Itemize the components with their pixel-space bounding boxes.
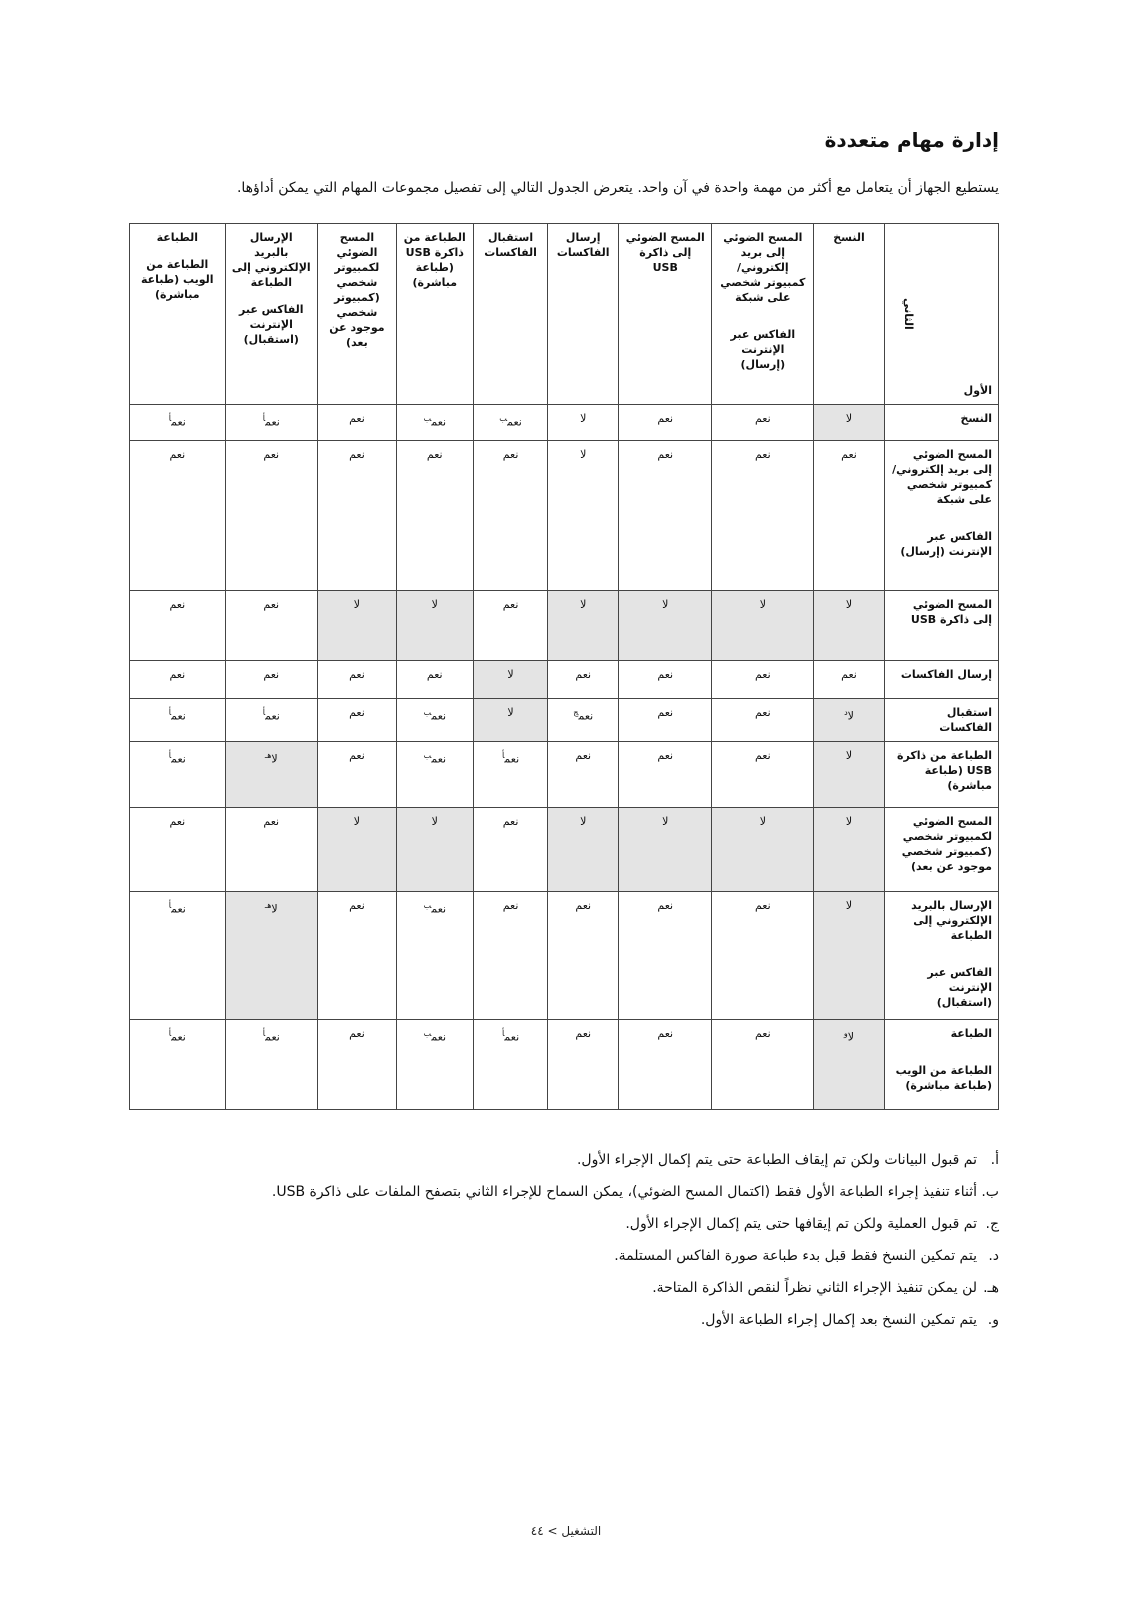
row-header-label: استقبال الفاكسات [939, 706, 992, 734]
cell-value: نعم [754, 412, 771, 425]
table-cell [712, 405, 814, 441]
cell-value: لا [580, 598, 587, 611]
footnote-item [119, 1214, 999, 1234]
table-cell [225, 441, 317, 591]
table-cell [130, 441, 226, 591]
cell-value: نعم [575, 749, 592, 762]
table-cell [130, 661, 226, 699]
cell-value: نعم [349, 412, 365, 425]
column-header-label: الطباعة من ذاكرة USB (طباعة مباشرة) [403, 231, 466, 289]
table-cell [548, 742, 619, 808]
table-cell [814, 405, 885, 441]
cell-footnote-mark: ب [423, 751, 432, 760]
cell-value: نعم [507, 415, 522, 429]
row-header [884, 661, 998, 699]
table-cell [396, 808, 473, 892]
footnote-item [119, 1310, 999, 1330]
cell-value: نعم [431, 415, 447, 429]
table-row [130, 591, 999, 661]
cell-footnote-mark: و [843, 1029, 848, 1038]
column-header [473, 224, 548, 405]
table-cell [396, 892, 473, 1020]
table-cell [130, 405, 226, 441]
table-cell [473, 661, 548, 699]
table-cell [619, 661, 712, 699]
table-cell [317, 405, 396, 441]
table-cell [473, 1020, 548, 1110]
cell-value: نعم [657, 1027, 674, 1040]
cell-value: نعم [263, 448, 280, 461]
cell-value: لا [759, 598, 766, 611]
table-cell [130, 742, 226, 808]
row-header-label: إرسال الفاكسات [900, 668, 992, 681]
column-header [619, 224, 712, 405]
row-header-label: المسح الضوئي إلى ذاكرة USB [910, 598, 992, 626]
table-cell [712, 591, 814, 661]
row-header-label: الإرسال بالبريد الإلكتروني إلى الطباعة [911, 899, 992, 942]
table-cell [548, 591, 619, 661]
table-cell [712, 808, 814, 892]
row-header-label: النسخ [960, 412, 992, 425]
table-cell [130, 591, 226, 661]
cell-value: نعم [171, 415, 186, 429]
cell-footnote-mark: هـ [264, 901, 272, 910]
cell-footnote-mark: ب [423, 414, 432, 423]
table-cell [396, 405, 473, 441]
table-cell [814, 699, 885, 742]
cell-value: نعم [431, 902, 447, 916]
cell-value: لا [845, 598, 853, 611]
column-header [225, 224, 317, 405]
table-cell [225, 1020, 317, 1110]
cell-value: لا [662, 598, 669, 611]
cell-value: نعم [349, 899, 365, 912]
cell-footnote-mark: ب [423, 1029, 432, 1038]
table-cell [396, 441, 473, 591]
table-cell [225, 591, 317, 661]
cell-value: نعم [349, 448, 365, 461]
footnotes-list [119, 1150, 999, 1342]
cell-value: نعم [171, 752, 186, 766]
cell-value: نعم [265, 415, 280, 429]
cell-value: نعم [657, 899, 674, 912]
cell-value: نعم [349, 706, 365, 719]
table-cell [619, 441, 712, 591]
table-row [130, 742, 999, 808]
table-cell [225, 808, 317, 892]
corner-first-label: الأول [963, 384, 992, 397]
table-cell [473, 441, 548, 591]
table-cell [473, 742, 548, 808]
cell-value: نعم [657, 448, 674, 461]
table-cell [130, 892, 226, 1020]
table-cell [712, 742, 814, 808]
footnote-mark: أ. [990, 1152, 999, 1168]
cell-value: لا [847, 1030, 855, 1044]
table-cell [548, 808, 619, 892]
cell-footnote-mark: أ [262, 414, 266, 423]
cell-footnote-mark: أ [262, 708, 266, 717]
row-header-label: المسح الضوئي لكمبيوتر شخصي (كمبيوتر شخصي موجود عن بعد) [901, 815, 992, 873]
cell-footnote-mark: أ [168, 901, 172, 910]
table-cell [619, 591, 712, 661]
cell-value: لا [271, 902, 278, 916]
table-cell [814, 591, 885, 661]
footnote-mark: و. [987, 1312, 999, 1328]
cell-value: نعم [841, 668, 857, 681]
cell-value: نعم [657, 668, 674, 681]
cell-value: نعم [575, 899, 592, 912]
table-cell [473, 591, 548, 661]
cell-value: نعم [169, 448, 186, 461]
cell-value: نعم [263, 815, 280, 828]
table-cell [225, 661, 317, 699]
table-cell [396, 699, 473, 742]
cell-footnote-mark: ج [573, 708, 579, 717]
row-header [884, 591, 998, 661]
footnote-text: أثناء تنفيذ إجراء الطباعة الأول فقط (اكتمال المسح الضوئي)، يمكن السماح للإجراء الثاني بتصفح الملفات على ذاكرة USB. [271, 1184, 977, 1200]
table-cell [317, 742, 396, 808]
row-header [884, 808, 998, 892]
column-header-label: استقبال الفاكسات [484, 231, 537, 259]
table-cell [130, 1020, 226, 1110]
cell-value: لا [271, 752, 278, 766]
cell-value: لا [845, 815, 853, 828]
cell-value: نعم [575, 1027, 592, 1040]
table-cell [225, 742, 317, 808]
table-cell [619, 699, 712, 742]
cell-value: نعم [657, 412, 674, 425]
table-cell [619, 1020, 712, 1110]
cell-value: نعم [504, 752, 520, 766]
table-cell [396, 591, 473, 661]
cell-value: نعم [657, 706, 674, 719]
cell-value: نعم [431, 1030, 447, 1044]
table-cell [814, 1020, 885, 1110]
row-header-sublabel: الطباعة من الويب (طباعة مباشرة) [895, 1064, 992, 1092]
table-cell [130, 808, 226, 892]
table-cell [548, 661, 619, 699]
cell-value: نعم [349, 668, 365, 681]
cell-footnote-mark: أ [501, 1029, 505, 1038]
table-cell [712, 892, 814, 1020]
cell-value: نعم [171, 902, 186, 916]
footnote-mark: د. [988, 1248, 999, 1264]
cell-value: نعم [754, 448, 771, 461]
table-row [130, 699, 999, 742]
table-cell [317, 1020, 396, 1110]
cell-value: نعم [263, 668, 280, 681]
cell-value: نعم [431, 709, 447, 723]
cell-value: لا [662, 815, 669, 828]
table-cell [712, 441, 814, 591]
table-cell [317, 661, 396, 699]
table-cell [473, 892, 548, 1020]
row-header [884, 742, 998, 808]
cell-footnote-mark: أ [168, 751, 172, 760]
footnote-mark: ب. [981, 1184, 999, 1200]
footnote-item [119, 1246, 999, 1266]
footnote-text: يتم تمكين النسخ فقط قبل بدء طباعة صورة الفاكس المستلمة. [614, 1248, 977, 1264]
cell-value: لا [431, 815, 438, 828]
cell-value: لا [845, 412, 853, 425]
page-title: إدارة مهام متعددة [824, 128, 999, 152]
cell-value: نعم [265, 1030, 280, 1044]
cell-footnote-mark: أ [168, 708, 172, 717]
column-header-label: الطباعة [156, 231, 198, 244]
table-cell [130, 699, 226, 742]
row-header-label: الطباعة من ذاكرة USB (طباعة مباشرة) [897, 749, 992, 792]
footnote-mark: هـ. [983, 1280, 999, 1296]
cell-value: نعم [171, 1030, 186, 1044]
row-header-sublabel: الفاكس عبر الإنترنت (إرسال) [900, 530, 992, 558]
table-cell [548, 1020, 619, 1110]
cell-value: نعم [754, 749, 771, 762]
cell-value: لا [759, 815, 766, 828]
cell-value: نعم [502, 598, 519, 611]
cell-value: نعم [754, 706, 771, 719]
table-row [130, 892, 999, 1020]
cell-value: لا [507, 706, 514, 719]
column-header-label: المسح الضوئي لكمبيوتر شخصي (كمبيوتر شخصي موجود عن بعد) [329, 231, 385, 349]
column-header-label: الإرسال بالبريد الإلكتروني إلى الطباعة [231, 231, 311, 289]
footnote-item [119, 1182, 999, 1202]
table-cell [225, 699, 317, 742]
cell-value: لا [580, 815, 587, 828]
cell-value: لا [431, 598, 438, 611]
row-header-sublabel: الفاكس عبر الإنترنت (استقبال) [927, 966, 992, 1009]
table-cell [814, 661, 885, 699]
table-cell [396, 742, 473, 808]
column-header [814, 224, 885, 405]
page-footer: التشغيل > ٤٤ [530, 1524, 602, 1538]
cell-value: نعم [504, 1030, 520, 1044]
cell-value: لا [353, 815, 361, 828]
table-cell [396, 661, 473, 699]
table-cell [619, 892, 712, 1020]
column-header [396, 224, 473, 405]
footnote-text: تم قبول العملية ولكن تم إيقافها حتى يتم إكمال الإجراء الأول. [625, 1216, 977, 1232]
table-cell [473, 405, 548, 441]
multitask-table [129, 223, 999, 1110]
cell-value: نعم [754, 668, 771, 681]
cell-value: نعم [431, 752, 447, 766]
cell-footnote-mark: أ [501, 751, 505, 760]
table-cell [814, 808, 885, 892]
table-cell [712, 1020, 814, 1110]
column-header-label: إرسال الفاكسات [556, 231, 610, 259]
table-cell [712, 699, 814, 742]
column-header-sublabel: الفاكس عبر الإنترنت (إرسال) [730, 328, 796, 371]
cell-footnote-mark: هـ [264, 751, 272, 760]
corner-header [884, 224, 998, 405]
table-cell [317, 591, 396, 661]
cell-value: لا [845, 899, 853, 912]
column-header [317, 224, 396, 405]
cell-value: نعم [502, 899, 519, 912]
table-cell [225, 892, 317, 1020]
table-row [130, 405, 999, 441]
row-header [884, 699, 998, 742]
cell-value: نعم [657, 749, 674, 762]
cell-value: نعم [265, 709, 280, 723]
footnote-text: تم قبول البيانات ولكن تم إيقاف الطباعة حتى يتم إكمال الإجراء الأول. [576, 1152, 977, 1168]
cell-value: نعم [171, 709, 186, 723]
footnote-item [119, 1278, 999, 1298]
table-cell [814, 742, 885, 808]
cell-footnote-mark: أ [168, 414, 172, 423]
table-cell [396, 1020, 473, 1110]
table-cell [473, 808, 548, 892]
footnote-text: لن يمكن تنفيذ الإجراء الثاني نظراً لنقص الذاكرة المتاحة. [652, 1280, 977, 1296]
table-cell [548, 699, 619, 742]
cell-footnote-mark: أ [262, 1029, 266, 1038]
column-header-sublabel: الطباعة من الويب (طباعة مباشرة) [140, 258, 214, 301]
footnote-text: يتم تمكين النسخ بعد إكمال إجراء الطباعة الأول. [700, 1312, 977, 1328]
cell-footnote-mark: ب [499, 414, 508, 423]
cell-value: لا [353, 598, 361, 611]
table-row [130, 661, 999, 699]
cell-footnote-mark: ب [423, 901, 432, 910]
table-cell [548, 441, 619, 591]
table-cell [317, 699, 396, 742]
footnote-mark: ج. [985, 1216, 999, 1232]
row-header-label: الطباعة [950, 1027, 992, 1040]
cell-value: لا [507, 668, 514, 681]
column-header [130, 224, 226, 405]
cell-value: نعم [349, 1027, 365, 1040]
cell-value: نعم [169, 668, 186, 681]
row-header [884, 441, 998, 591]
table-cell [317, 892, 396, 1020]
column-header-label: المسح الضوئي إلى ذاكرة USB [625, 231, 705, 274]
row-header [884, 405, 998, 441]
column-header-label: النسخ [833, 231, 865, 244]
column-header [712, 224, 814, 405]
cell-value: نعم [263, 598, 280, 611]
cell-value: نعم [502, 815, 519, 828]
table-cell [548, 405, 619, 441]
intro-paragraph: يستطيع الجهاز أن يتعامل مع أكثر من مهمة واحدة في آن واحد. يتعرض الجدول التالي إلى تفصيل مجموعات المهام التي يمكن أداؤها. [236, 180, 999, 196]
row-header [884, 1020, 998, 1110]
row-header-label: المسح الضوئي إلى بريد إلكتروني/ كمبيوتر شخصي على شبكة [892, 448, 992, 506]
table-cell [225, 405, 317, 441]
table-cell [814, 441, 885, 591]
cell-value: نعم [754, 1027, 771, 1040]
cell-value: نعم [349, 749, 365, 762]
cell-footnote-mark: د [844, 708, 848, 717]
corner-second-label: الثاني [902, 298, 915, 330]
table-cell [317, 808, 396, 892]
cell-value: لا [847, 709, 854, 723]
table-row [130, 441, 999, 591]
cell-value: نعم [841, 448, 857, 461]
footnote-item [119, 1150, 999, 1170]
table-row [130, 808, 999, 892]
cell-value: لا [845, 749, 853, 762]
column-header-sublabel: الفاكس عبر الإنترنت (استقبال) [238, 303, 304, 346]
table-cell [619, 405, 712, 441]
table-cell [473, 699, 548, 742]
table-cell [712, 661, 814, 699]
table-row [130, 1020, 999, 1110]
cell-footnote-mark: ب [423, 708, 432, 717]
cell-value: نعم [426, 448, 443, 461]
cell-value: نعم [575, 668, 592, 681]
cell-value: نعم [754, 899, 771, 912]
cell-value: لا [580, 448, 587, 461]
row-header [884, 892, 998, 1020]
cell-value: نعم [578, 709, 594, 723]
cell-value: نعم [502, 448, 519, 461]
table-cell [619, 808, 712, 892]
table-cell [548, 892, 619, 1020]
column-header-label: المسح الضوئي إلى بريد إلكتروني/ كمبيوتر شخصي على شبكة [720, 231, 806, 304]
table-cell [814, 892, 885, 1020]
column-header [548, 224, 619, 405]
cell-footnote-mark: أ [168, 1029, 172, 1038]
cell-value: نعم [169, 598, 186, 611]
cell-value: نعم [169, 815, 186, 828]
cell-value: نعم [426, 668, 443, 681]
table-cell [317, 441, 396, 591]
table-cell [619, 742, 712, 808]
table-header-row [130, 224, 999, 405]
cell-value: لا [580, 412, 587, 425]
